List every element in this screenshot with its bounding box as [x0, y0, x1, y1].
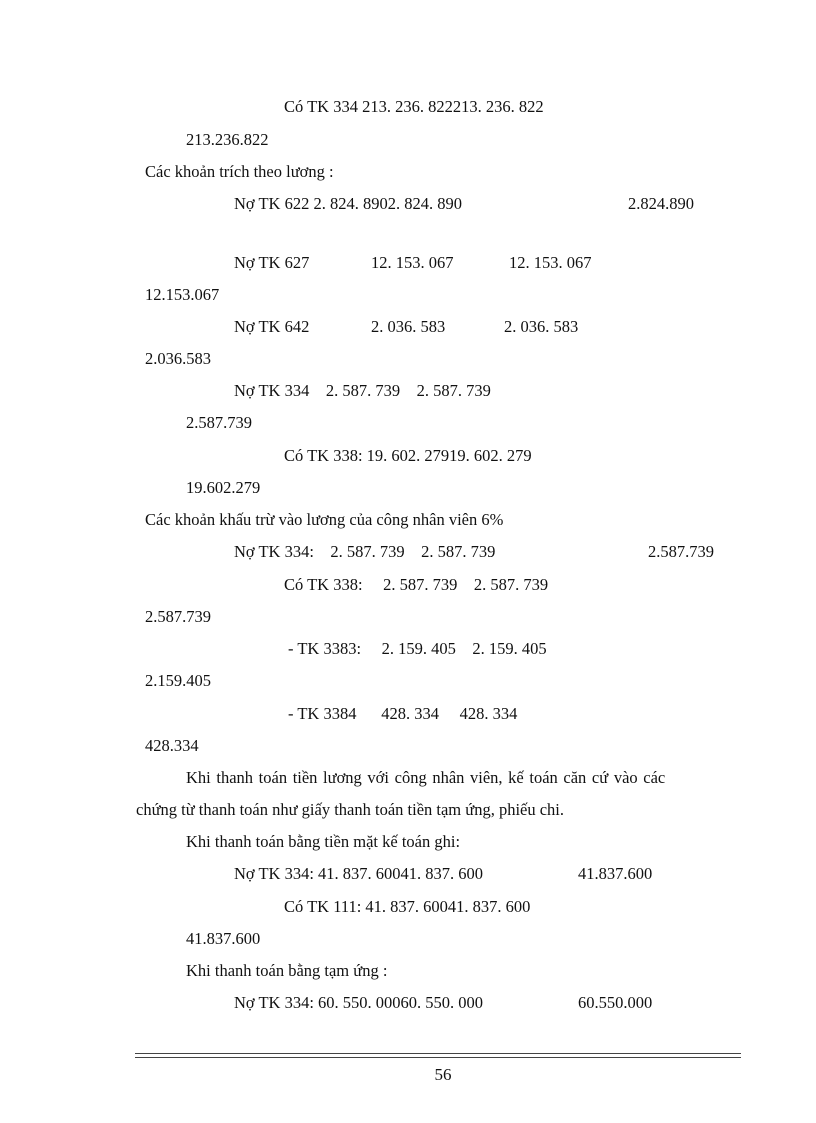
text-line: Nợ TK 334 2. 587. 739 2. 587. 739 — [234, 381, 491, 400]
text-line: - TK 3383: 2. 159. 405 2. 159. 405 — [288, 639, 547, 658]
amount: 60.550.000 — [578, 993, 653, 1012]
text-line: Nợ TK 334: 41. 837. 60041. 837. 600 — [234, 864, 484, 883]
amount: 2.587.739 — [648, 542, 714, 561]
text-line: 2.159.405 — [145, 671, 211, 690]
text-line: Nợ TK 334: 60. 550. 00060. 550. 000 — [234, 993, 484, 1012]
text-line: - TK 3384 428. 334 428. 334 — [288, 704, 518, 723]
text-line: Có TK 334 213. 236. 822213. 236. 822 — [284, 97, 544, 116]
text-line: Có TK 111: 41. 837. 60041. 837. 600 — [284, 897, 531, 916]
text-line: 41.837.600 — [186, 929, 261, 948]
paragraph-line: Khi thanh toán tiền lương với công nhân viên, kế toán căn cứ vào các — [186, 768, 666, 787]
amount: 12. 153. 067 — [371, 253, 454, 272]
footer-rule — [135, 1053, 741, 1054]
amount: 41.837.600 — [578, 864, 653, 883]
text-line: Có TK 338: 19. 602. 27919. 602. 279 — [284, 446, 532, 465]
text-line: Nợ TK 622 2. 824. 8902. 824. 890 — [234, 194, 462, 213]
amount: 12. 153. 067 — [509, 253, 592, 272]
text-line: Nợ TK 627 — [234, 253, 310, 272]
text-line: 2.587.739 — [186, 413, 252, 432]
section-heading: Các khoản trích theo lương : — [145, 162, 334, 181]
amount: 2. 036. 583 — [371, 317, 446, 336]
text-line: Nợ TK 334: 2. 587. 739 2. 587. 739 — [234, 542, 496, 561]
amount: 2.824.890 — [628, 194, 694, 213]
paragraph-line: chứng từ thanh toán như giấy thanh toán tiền tạm ứng, phiếu chi. — [136, 800, 565, 819]
paragraph-line: Khi thanh toán bằng tiền mặt kế toán ghi: — [186, 832, 461, 851]
text-line: 213.236.822 — [186, 130, 269, 149]
text-line: 19.602.279 — [186, 478, 261, 497]
paragraph-line: Khi thanh toán bằng tạm ứng : — [186, 961, 388, 980]
amount: 2. 036. 583 — [504, 317, 579, 336]
section-heading: Các khoản khấu trừ vào lương của công nhân viên 6% — [145, 510, 504, 529]
text-line: 2.587.739 — [145, 607, 211, 626]
text-line: 428.334 — [145, 736, 199, 755]
page-number: 56 — [434, 1065, 452, 1084]
text-line: Nợ TK 642 — [234, 317, 310, 336]
text-line: 2.036.583 — [145, 349, 211, 368]
text-line: Có TK 338: 2. 587. 739 2. 587. 739 — [284, 575, 549, 594]
text-line: 12.153.067 — [145, 285, 220, 304]
footer-rule — [135, 1057, 741, 1058]
